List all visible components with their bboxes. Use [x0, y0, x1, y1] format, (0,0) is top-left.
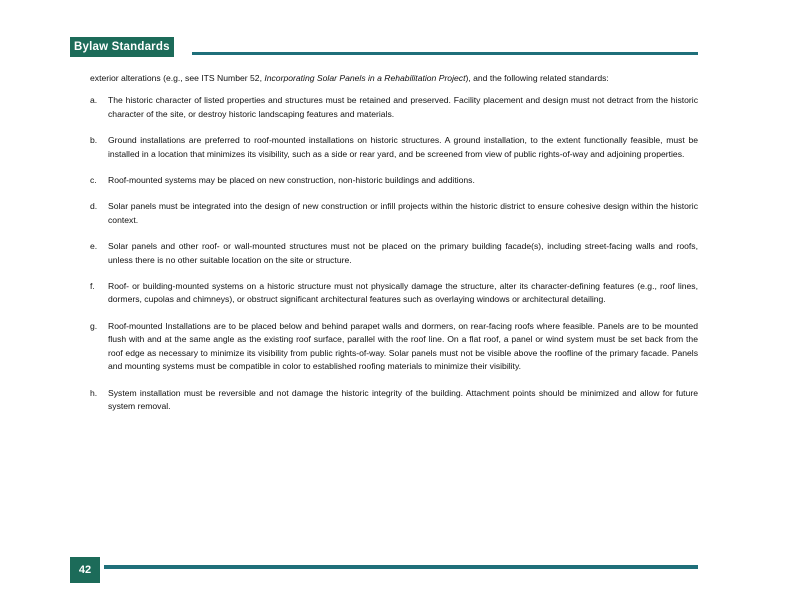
- list-item: [90, 174, 698, 187]
- list-item-text: Solar panels and other roof- or wall-mounted structures must not be placed on the primary building facade(s), including street-facing walls and roofs, unless there is no other suitable location on the site or structure.: [108, 241, 698, 265]
- list-marker: b.: [90, 135, 98, 146]
- list-item: [90, 240, 698, 267]
- list-item-text: The historic character of listed properties and structures must be retained and preserved. Facility placement and design must not detract from the historic character of the site, or destroy historic landscaping features and materials.: [108, 95, 698, 119]
- page-body: [90, 72, 698, 426]
- intro-italic-title: Incorporating Solar Panels in a Rehabilitation Project: [264, 73, 466, 83]
- section-header: [70, 37, 174, 57]
- list-item: [90, 200, 698, 227]
- list-item: [90, 320, 698, 374]
- list-item: [90, 134, 698, 161]
- list-item-text: Ground installations are preferred to roof-mounted installations on historic structures. A ground installation, to the extent functionally feasible, must be installed in a location that minimizes its visibility, such as a side or rear yard, and be screened from view of public rights-of-way and adjoining properties.: [108, 135, 698, 159]
- intro-text-1: exterior alterations (e.g., see ITS Number 52,: [90, 73, 265, 83]
- section-title: Bylaw Standards: [74, 41, 170, 53]
- page-number-box: [70, 557, 100, 583]
- header-rule: [192, 52, 698, 55]
- list-marker: d.: [90, 201, 98, 212]
- list-marker: a.: [90, 95, 98, 106]
- intro-text-2: ), and the following related standards:: [465, 73, 609, 83]
- list-item-text: Roof- or building-mounted systems on a historic structure must not physically damage the structure, alter its character-defining features (e.g., roof lines, dormers, cupolas and chimneys), or obstruct significant architectural features such as overlaying windows or architectural detailing.: [108, 281, 698, 305]
- list-item: [90, 280, 698, 307]
- list-item: [90, 387, 698, 414]
- standards-list: [90, 94, 698, 413]
- intro-paragraph: [90, 72, 698, 85]
- list-item-text: System installation must be reversible and not damage the historic integrity of the building. Attachment points should be minimized and allow for future system removal.: [108, 387, 698, 411]
- list-marker: f.: [90, 281, 95, 292]
- list-item: [90, 94, 698, 121]
- list-marker: e.: [90, 241, 98, 252]
- page-number: 42: [78, 564, 92, 576]
- list-marker: c.: [90, 175, 97, 186]
- list-marker: g.: [90, 320, 98, 331]
- list-item-text: Solar panels must be integrated into the design of new construction or infill projects within the historic district to ensure cohesive design within the historic context.: [108, 201, 698, 225]
- list-item-text: Roof-mounted systems may be placed on new construction, non-historic buildings and additions.: [108, 175, 475, 186]
- list-item-text: Roof-mounted Installations are to be placed below and behind parapet walls and dormers, on rear-facing roofs where feasible. Panels are to be mounted flush with and at the same angle as the existing roof surface, parallel with the roof line. On a flat roof, a panel or wind system must be set back from the roof edge as necessary to minimize its visibility from public rights-of-way. Solar panels must not be visible above the roofline of the primary facade. Panels and mounting systems must be compatible in color to established roofing materials to minimize their visibility.: [108, 320, 698, 372]
- footer-rule: [104, 565, 698, 569]
- list-marker: h.: [90, 387, 98, 398]
